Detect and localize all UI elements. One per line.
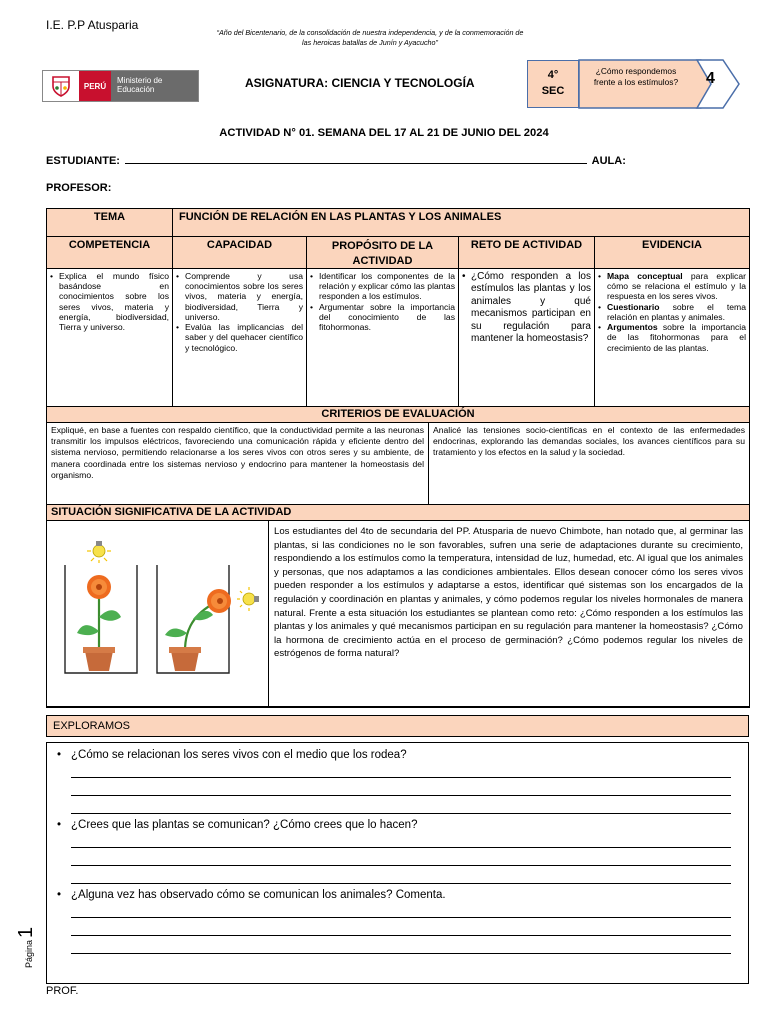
school-name: I.E. P.P Atusparia [46,18,139,32]
bullet-icon: • [57,749,62,761]
answer-line[interactable] [71,813,731,814]
answer-line[interactable] [71,935,731,936]
bullet-icon: • [57,889,62,901]
proposito-cell [307,269,459,407]
section-value: SEC [541,85,565,97]
evidencia-text: para explicar cómo se relaciona el estímulo y la respuesta en los seres vivos. [607,271,746,302]
classroom-label: AULA: [591,155,626,167]
question-2 [57,819,417,831]
situacion-text: Los estudiantes del 4to de secundaria del PP. Atusparia de nuevo Chimbote, han notado que, al germinar las plantas, si las condiciones no le son favorables, sufren una serie de adaptaciones durante su crecimiento, respondiendo a los estímulos como la temperatura, intensidad de luz, humedad, etc. Al igual que los animales y personas, que nos adaptamos a las condiciones ambientales. Ellos desean conocer cómo los seres vivos pueden responder a los estímulos y adaptarse a estos, identificar qué sistemas son los encargados de la regulación y coordinación en plantas y animales, y cómo podemos regular los niveles hormonales de manera natural. Frente a esta situación los estudiantes se plantean como reto: ¿Cómo responden a los estímulos las plantas y los animales y qué mecanismos participan en su regulación para mantener la homeostasis? ¿Cómo la hormona de crecimiento actúa en el proceso de germinación? ¿Cómo podemos regular los niveles de estrógenos de forma natural? [269,521,749,707]
proposito-item: • Argumentar sobre la importancia del conocimiento de las fitohormonas. [310,302,455,333]
criterio-1: Expliqué, en base a fuentes con respaldo científico, que la conductividad permite a las neuronas transmitir los impulsos eléctricos, favoreciendo una comunicación rápida y eficiente dentro del sistema nervioso, permitiendo relacionarse a los seres vivos con otros seres y su ambiente, de manera coordinada entre los sistemas nervioso y endocrino para mantener la homeostasis del organismo. [47,423,429,505]
header-reto: RETO DE ACTIVIDAD [459,237,595,269]
situacion-label: SITUACIÓN SIGNIFICATIVA DE LA ACTIVIDAD [47,505,749,521]
student-row [46,155,626,167]
subject-title: ASIGNATURA: CIENCIA Y TECNOLOGÍA [245,76,475,90]
answer-line[interactable] [71,847,731,848]
explore-header: EXPLORAMOS [46,715,749,737]
evidencia-text: sobre la importancia de las fitohormonas para el crecimiento de las plantas. [607,322,746,353]
flower-left [87,575,111,599]
evidencia-bold: Mapa conceptual [607,271,683,281]
question-3 [57,889,446,901]
criterio-2: Analicé las tensiones socio-científicas en el contexto de las enfermedades endocrinas, explorando las demandas sociales, los avances científicos para su tratamiento y los efectos en la salud y la sociedad. [429,423,749,505]
reto-cell [459,269,595,407]
explore-questions-box [46,742,749,984]
situacion-header-row [47,505,749,521]
plants-phototropism-image [47,521,267,705]
footer-prof: PROF. [46,985,79,997]
evidencia-item [598,322,746,353]
question-text: ¿Cómo se relacionan los seres vivos con el medio que los rodea? [71,749,407,761]
situacion-row [47,521,749,707]
evidencia-bold: Argumentos [607,322,658,333]
bulb-side-icon [237,587,259,611]
capacidad-cell [173,269,307,407]
ministry-line-1: Ministerio de [117,76,163,85]
page-number [8,920,48,970]
peru-label: PERÚ [79,71,111,101]
answer-line[interactable] [71,883,731,884]
bulb-top-icon [87,541,111,563]
plants-illustration [47,521,269,707]
tema-row [47,209,749,237]
criterios-header-row [47,407,749,423]
question-1 [57,749,407,761]
answer-line[interactable] [71,795,731,796]
proposito-item: • Identificar los componentes de la relación y explicar cómo las plantas responden a los estímulos. [310,271,455,302]
page-label: Página [24,939,34,968]
evidencia-cell [595,269,749,407]
unit-number: 4 [706,70,715,87]
competencia-item: • Explica el mundo físico basándose en conocimientos sobre los seres vivos, materia y energía, biodiversidad, Tierra y universo. [50,271,169,332]
evidencia-bold: Cuestionario [607,301,660,312]
tema-label: TEMA [47,209,173,237]
bullet-icon: • [57,819,62,831]
ministry-line-2: Educación [117,85,155,95]
activity-table [46,208,750,708]
grade-box [527,60,579,108]
teacher-label: PROFESOR: [46,182,112,194]
year-motto: “Año del Bicentenario, de la consolidación de nuestra independencia, y de la conmemoración de las heroicas batallas de Junín y Ayacucho” [216,28,524,47]
reto-item: • ¿Cómo responden a los estímulos las plantas y los animales y qué mecanismos participan en su regulación para mantener la homeostasis? [462,271,591,345]
student-name-field[interactable] [125,155,587,164]
evidencia-item [598,271,746,302]
unit-question: ¿Cómo respondemos frente a los estímulos? [593,66,679,87]
flower-right [207,589,231,613]
answer-line[interactable] [71,865,731,866]
evidencia-item [598,302,746,322]
ministry-label [111,71,198,101]
page-num: 1 [15,926,37,938]
header-capacidad: CAPACIDAD [173,237,307,269]
answer-line[interactable] [71,917,731,918]
evidencia-text: sobre el tema relación en plantas y animales. [607,301,746,322]
answer-line[interactable] [71,953,731,954]
student-label: ESTUDIANTE: [46,155,120,167]
coat-of-arms-icon [43,71,79,101]
grade-value: 4° [547,69,559,82]
ministry-logo [42,70,199,102]
header-evidencia: EVIDENCIA [595,237,749,269]
table-content-row [47,269,749,407]
activity-title: ACTIVIDAD N° 01. SEMANA DEL 17 AL 21 DE JUNIO DEL 2024 [219,127,549,139]
table-header-row [47,237,749,269]
tema-value: FUNCIÓN DE RELACIÓN EN LAS PLANTAS Y LOS ANIMALES [173,209,749,237]
header-competencia: COMPETENCIA [47,237,173,269]
criterios-row [47,423,749,505]
header-proposito: PROPÓSITO DE LA ACTIVIDAD [307,237,459,269]
capacidad-item: • Evalúa las implicancias del saber y del quehacer científico y tecnológico. [176,322,303,353]
capacidad-item: • Comprende y usa conocimientos sobre los seres vivos, materia y energía, biodiversidad, Tierra y universo. [176,271,303,322]
question-text: ¿Alguna vez has observado cómo se comunican los animales? Comenta. [71,889,446,901]
criterios-label: CRITERIOS DE EVALUACIÓN [47,407,749,423]
question-text: ¿Crees que las plantas se comunican? ¿Cómo crees que lo hacen? [71,819,418,831]
answer-line[interactable] [71,777,731,778]
competencia-cell [47,269,173,407]
